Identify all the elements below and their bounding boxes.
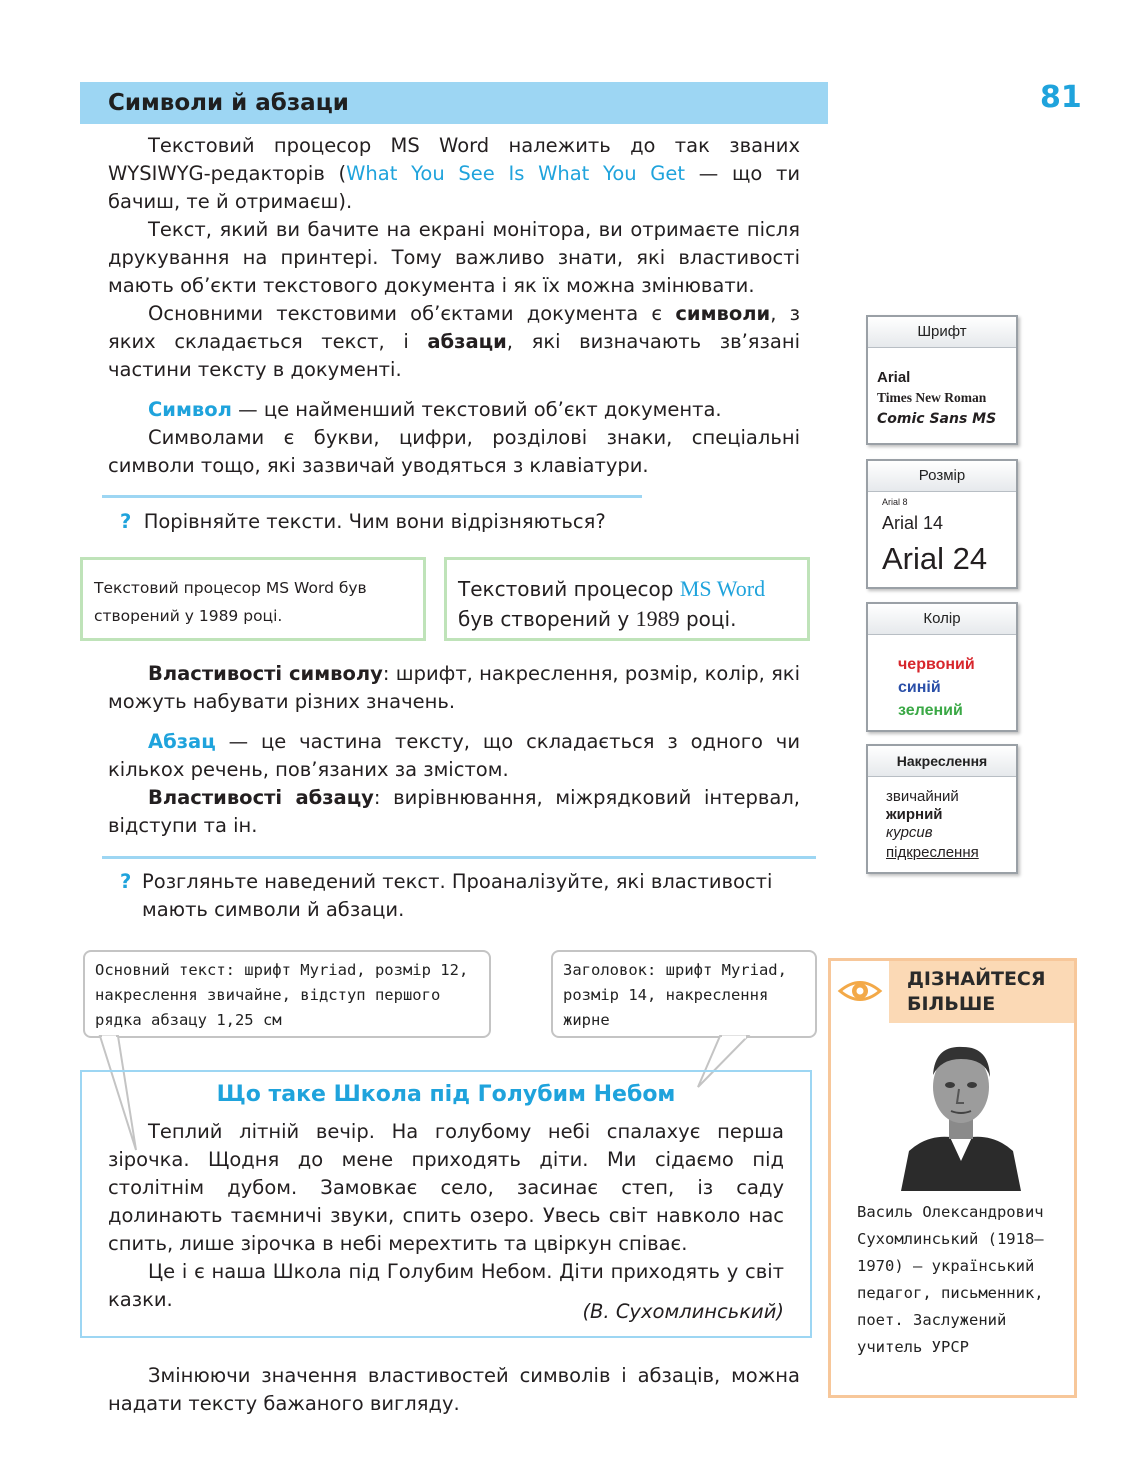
learn-more-title-1: ДІЗНАЙТЕСЯ (907, 968, 1046, 990)
compare-box-styled: Текстовий процесор MS Word був створений у 1989 році. (444, 557, 810, 641)
example-text-box (80, 1070, 812, 1338)
symbol-definition: Символ — це найменший текстовий об’єкт документа. Символами є букви, цифри, розділові знаки, спеціальні символи тощо, які зазвичай уводяться з клавіатури. (108, 396, 800, 480)
eye-icon (837, 974, 883, 1008)
term-paragraph: Абзац (148, 730, 216, 753)
portrait-image (901, 1031, 1021, 1191)
example-title: Що таке Школа під Голубим Небом (216, 1082, 676, 1107)
font-panel-title: Шрифт (868, 317, 1016, 348)
size-panel: Розмір Arial 8 Arial 14 Arial 24 (866, 459, 1018, 589)
learn-more-sidebar (828, 958, 1077, 1398)
question-analyze: ? Розгляньте наведений текст. Проаналізуйте, які властивості мають символи й абзаци. (120, 868, 800, 924)
term-symbol: Символ (148, 398, 232, 421)
symbol-properties: Властивості символу: шрифт, накреслення, розмір, колір, які можуть набувати різних значень. (108, 662, 800, 713)
wysiwyg-expansion: What You See Is What You Get (346, 162, 686, 185)
size-panel-title: Розмір (868, 461, 1016, 492)
portrait-caption: Василь Олександрович Сухомлинський (1918–1970) — український педагог, письменник, поет. Заслужений учитель УРСР (857, 1203, 1044, 1356)
example-paragraph-2: Це і є наша Школа під Голубим Небом. Діти приходять у світ казки. (108, 1260, 784, 1311)
compare-box-plain: Текстовий процесор MS Word був створений у 1989 році. (80, 557, 426, 641)
font-panel: Шрифт Arial Times New Roman Comic Sans MS (866, 315, 1018, 445)
paragraph-objects: Основними текстовими об’єктами документа є символи, з яких складається текст, і абзаци, які визначають зв’язані частини тексту в документі. (108, 302, 800, 381)
paragraph-symbols: Символами є букви, цифри, розділові знаки, спеціальні символи тощо, які зазвичай уводяться з клавіатури. (108, 426, 800, 477)
example-author: (В. Сухомлинський) (582, 1300, 784, 1323)
final-paragraph: Змінюючи значення властивостей символів і абзаців, можна надати тексту бажаного вигляду. (108, 1364, 800, 1415)
color-panel: Колір червоний синій зелений (866, 602, 1018, 732)
paragraph-definition: Абзац — це частина тексту, що складається з одного чи кількох речень, пов’язаних за змістом. Властивості абзацу: вирівнювання, міжрядковий інтервал, відступи та ін. (108, 730, 800, 837)
paragraph-wysiwyg: Текстовий процесор MS Word належить до так званих WYSIWYG-редакторів (What You See Is What You Get — що ти бачиш, те й отримаєш). (108, 134, 800, 213)
question-mark-icon: ? (120, 510, 132, 533)
style-panel: Накреслення звичайний жирний курсив підкреслення (866, 744, 1018, 874)
section-title: Символи й абзаци (108, 90, 349, 116)
paragraph-printing: Текст, який ви бачите на екрані монітора, ви отримаєте після друкування на принтері. Тому важливо знати, які властивості мають об’єкти текстового документа і як їх можна змінювати. (108, 218, 800, 297)
styled-year: 1989 (635, 606, 680, 631)
color-panel-title: Колір (868, 604, 1016, 635)
callout-body-text: Основний текст: шрифт Myriad, розмір 12, накреслення звичайне, відступ першого рядка абзацу 1,25 см (83, 950, 491, 1038)
question-compare: ? Порівняйте тексти. Чим вони відрізняються? (120, 510, 606, 533)
styled-ms-word: MS Word (679, 576, 766, 601)
style-panel-title: Накреслення (868, 746, 1016, 777)
learn-more-title-2: БІЛЬШЕ (907, 993, 996, 1015)
example-paragraph-1: Теплий літній вечір. На голубому небі спалахує перша зірочка. Щодня до мене приходять діти. Ми сідаємо під столітнім дубом. Замовкає село, засинає степ, із саду долинають таємничі звуки, спить озеро. Увесь світ навколо нас спить, лише зірочка в небі мерехтить та цвіркун співає. (108, 1120, 784, 1255)
question-mark-icon: ? (120, 870, 132, 893)
page-number: 81 (1040, 80, 1082, 115)
callout-heading: Заголовок: шрифт Myriad, розмір 14, накреслення жирне (551, 950, 817, 1038)
